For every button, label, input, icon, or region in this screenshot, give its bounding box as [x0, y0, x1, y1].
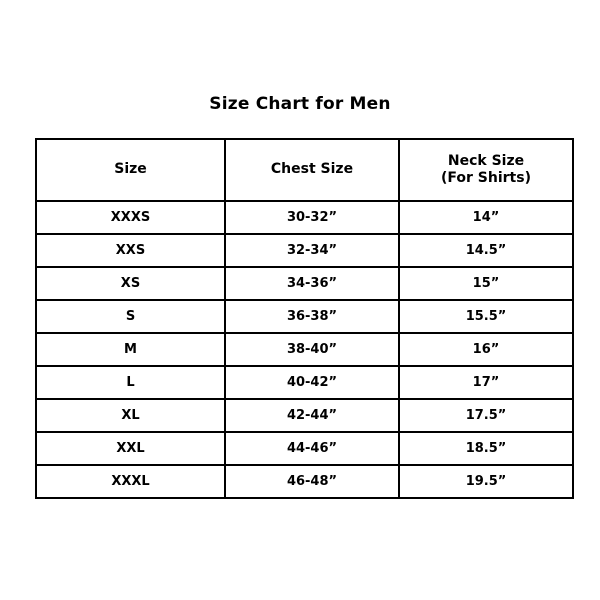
- cell-size: S: [36, 300, 225, 333]
- cell-neck: 17”: [399, 366, 573, 399]
- column-header-size: [36, 139, 225, 201]
- column-header-neck-size-label: Neck Size: [447, 152, 525, 169]
- column-header-size-label: Size: [114, 161, 147, 178]
- cell-chest: 44-46”: [225, 432, 399, 465]
- cell-neck: 16”: [399, 333, 573, 366]
- cell-chest: 36-38”: [225, 300, 399, 333]
- cell-neck: 19.5”: [399, 465, 573, 498]
- cell-size: XS: [36, 267, 225, 300]
- cell-chest: 30-32”: [225, 201, 399, 234]
- cell-chest: 34-36”: [225, 267, 399, 300]
- cell-size: XXXS: [36, 201, 225, 234]
- cell-neck: 15”: [399, 267, 573, 300]
- page-title: Size Chart for Men: [209, 94, 391, 114]
- cell-neck: 18.5”: [399, 432, 573, 465]
- column-header-chest-size: [225, 139, 399, 201]
- cell-neck: 14.5”: [399, 234, 573, 267]
- cell-chest: 46-48”: [225, 465, 399, 498]
- table-row: [36, 333, 573, 366]
- table-row: [36, 432, 573, 465]
- cell-chest: 40-42”: [225, 366, 399, 399]
- cell-chest: 42-44”: [225, 399, 399, 432]
- cell-size: XXL: [36, 432, 225, 465]
- table-row: [36, 234, 573, 267]
- cell-size: XXXL: [36, 465, 225, 498]
- cell-chest: 38-40”: [225, 333, 399, 366]
- size-chart-table: [35, 138, 574, 499]
- cell-size: XL: [36, 399, 225, 432]
- cell-neck: 14”: [399, 201, 573, 234]
- table-row: [36, 201, 573, 234]
- column-header-chest-size-label: Chest Size: [270, 161, 354, 178]
- cell-size: M: [36, 333, 225, 366]
- column-header-neck-size: [399, 139, 573, 201]
- table-row: [36, 465, 573, 498]
- table-row: [36, 267, 573, 300]
- cell-chest: 32-34”: [225, 234, 399, 267]
- column-header-neck-size-sublabel: (For Shirts): [441, 170, 531, 186]
- cell-size: L: [36, 366, 225, 399]
- table-row: [36, 366, 573, 399]
- table-header-row: [36, 139, 573, 201]
- cell-neck: 15.5”: [399, 300, 573, 333]
- table-row: [36, 300, 573, 333]
- cell-size: XXS: [36, 234, 225, 267]
- cell-neck: 17.5”: [399, 399, 573, 432]
- table-body: [36, 201, 573, 498]
- table-row: [36, 399, 573, 432]
- table-header: [36, 139, 573, 201]
